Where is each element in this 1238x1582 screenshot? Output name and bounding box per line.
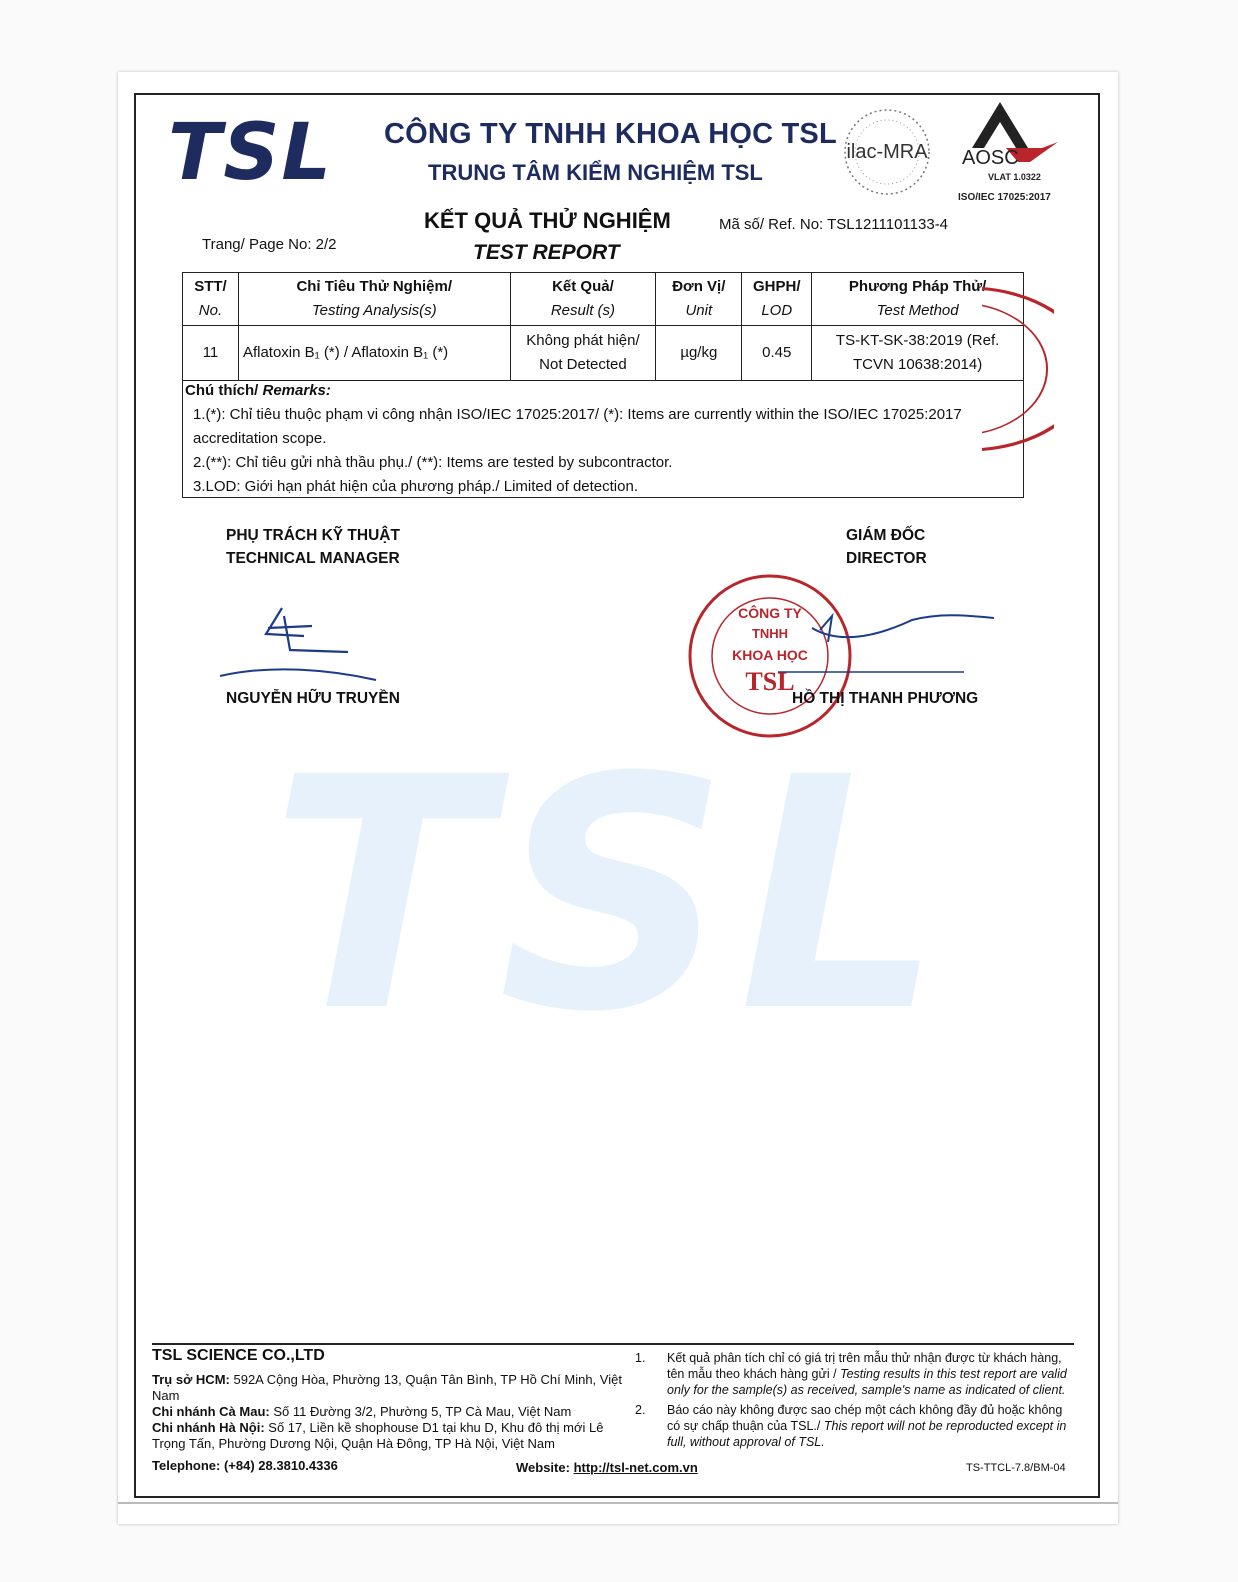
center-name: TRUNG TÂM KIỂM NGHIỆM TSL	[428, 160, 763, 185]
aosc-text: AOSC	[962, 147, 1019, 169]
footer-notes	[635, 1350, 1077, 1454]
remarks-box	[182, 376, 1024, 498]
iso-text: ISO/IEC 17025:2017	[958, 192, 1051, 203]
cell-method: TS-KT-SK-38:2019 (Ref. TCVN 10638:2014)	[812, 326, 1024, 381]
stamp-line3: KHOA HỌC	[732, 647, 808, 663]
header-analysis: Chỉ Tiêu Thử Nghiệm/ Testing Analysis(s)	[238, 273, 510, 326]
director-label: GIÁM ĐỐC DIRECTOR	[846, 527, 927, 567]
report-title-vi: KẾT QUẢ THỬ NGHIỆM	[424, 208, 671, 233]
cell-analysis: Aflatoxin B₁ (*) / Aflatoxin B₁ (*)	[238, 326, 510, 381]
reference-number: Mã số/ Ref. No: TSL1211101133-4	[719, 216, 949, 233]
tsl-logo: TSL	[168, 108, 334, 198]
footer-telephone: Telephone: (+84) 28.3810.4336	[152, 1458, 338, 1473]
table-row	[183, 326, 1024, 381]
technical-manager-label: PHỤ TRÁCH KỸ THUẬT TECHNICAL MANAGER	[226, 527, 400, 567]
page-edge-shadow	[118, 1502, 1118, 1504]
cell-unit: µg/kg	[656, 326, 742, 381]
report-title-en: TEST REPORT	[473, 241, 620, 264]
footer-addresses	[152, 1372, 630, 1452]
footer-website: Website: http://tsl-net.com.vn	[516, 1460, 698, 1475]
header-method: Phương Pháp Thử/ Test Method	[812, 273, 1024, 326]
technical-manager-signature	[212, 600, 382, 690]
director-signature-stamp	[682, 568, 1002, 742]
remarks-title: Chú thích/ Remarks:	[185, 382, 331, 399]
technical-manager-name: NGUYỄN HỮU TRUYỀN	[226, 690, 400, 707]
camau-address: Chi nhánh Cà Mau: Số 11 Đường 3/2, Phường 5, TP Cà Mau, Việt Nam	[152, 1404, 572, 1419]
remark-item: 3.LOD: Giới hạn phát hiện của phương pháp./ Limited of detection.	[193, 478, 638, 495]
ilac-text: ilac-MRA	[846, 141, 928, 163]
aosc-logo	[958, 100, 1068, 204]
remark-item: 2.(**): Chỉ tiêu gửi nhà thầu phụ./ (**): Items are tested by subcontractor.	[193, 454, 673, 471]
footer-note-2: 2. Báo cáo này không được sao chép một cách không đầy đủ hoặc không có sự chấp thuận của TSL./ This report will not be reproducted except in full, without approval of TSL.	[635, 1403, 1067, 1449]
page-number: Trang/ Page No: 2/2	[202, 236, 337, 253]
header-unit: Đơn Vị/ Unit	[656, 273, 742, 326]
aosc-code: VLAT 1.0322	[988, 172, 1041, 182]
hcm-address: Trụ sở HCM: 592A Cộng Hòa, Phường 13, Quận Tân Bình, TP Hồ Chí Minh, Việt Nam	[152, 1372, 622, 1403]
stamp-line4: TSL	[745, 667, 795, 696]
hanoi-address: Chi nhánh Hà Nội: Số 17, Liền kề shophouse D1 tại khu D, Khu đô thị mới Lê Trọng Tấn, Phường Dương Nội, Quận Hà Đông, TP Hà Nội, Việt Nam	[152, 1420, 604, 1451]
remark-item: 1.(*): Chỉ tiêu thuộc phạm vi công nhận ISO/IEC 17025:2017/ (*): Items are currently within the ISO/IEC 17025:2017 accreditation scope.	[193, 406, 962, 447]
header-no: STT/ No.	[183, 273, 239, 326]
partial-seal	[982, 284, 1054, 454]
header-result: Kết Quả/ Result (s)	[510, 273, 656, 326]
footer-divider	[152, 1343, 1074, 1345]
website-link[interactable]: http://tsl-net.com.vn	[573, 1460, 698, 1475]
form-code: TS-TTCL-7.8/BM-04	[966, 1462, 1066, 1474]
table-header-row	[183, 273, 1024, 326]
cell-result: Không phát hiện/ Not Detected	[510, 326, 656, 381]
stamp-line2: TNHH	[751, 626, 789, 641]
results-table	[182, 272, 1024, 381]
watermark-logo: TSL	[270, 710, 953, 1082]
company-name: CÔNG TY TNHH KHOA HỌC TSL	[384, 118, 837, 150]
footer-company: TSL SCIENCE CO.,LTD	[152, 1347, 325, 1364]
header-lod: GHPH/ LOD	[742, 273, 812, 326]
cell-no: 11	[183, 326, 239, 381]
footer-note-1: 1. Kết quả phân tích chỉ có giá trị trên mẫu thử nhận được từ khách hàng, tên mẫu theo khách hàng gửi / Testing results in this test report are valid only for the sample(s) as received, sample's name as indicated of client.	[635, 1351, 1067, 1397]
cell-lod: 0.45	[742, 326, 812, 381]
ilac-mra-logo	[838, 104, 936, 200]
director-name: HỒ THỊ THANH PHƯƠNG	[792, 690, 979, 707]
stamp-line1: CÔNG TY	[738, 605, 802, 621]
